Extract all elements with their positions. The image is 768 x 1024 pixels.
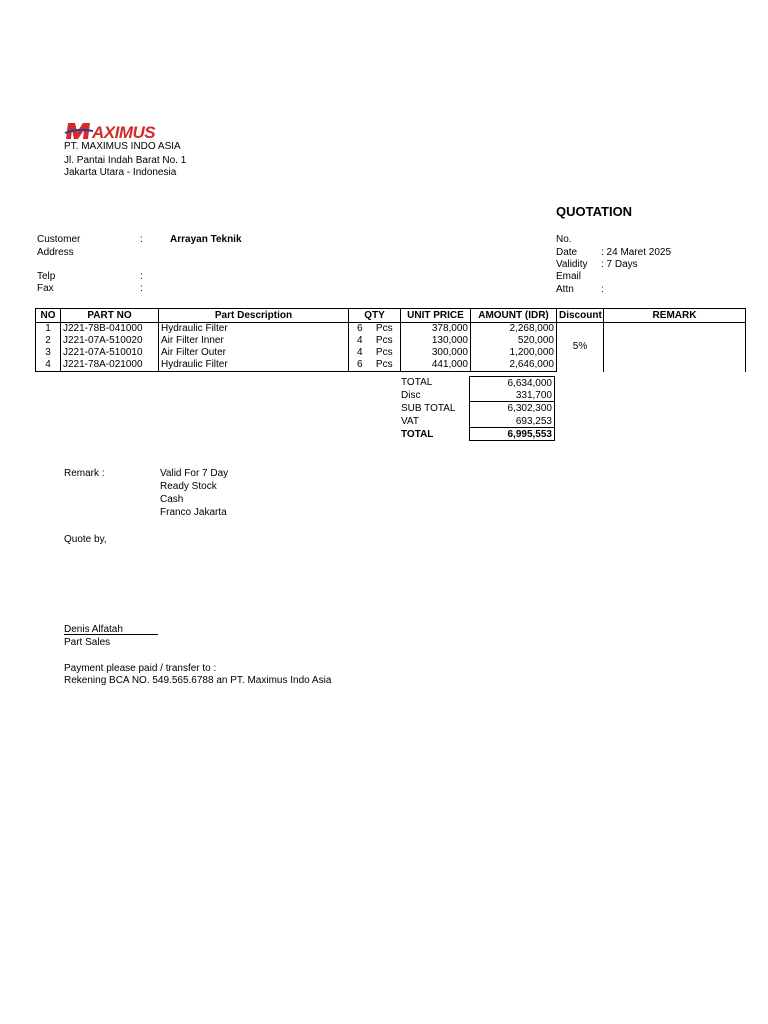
logo-text: AXIMUS — [92, 123, 156, 142]
row-description: Air Filter Inner — [159, 335, 349, 347]
remark-line: Valid For 7 Day — [160, 468, 229, 479]
grand-total-row — [398, 428, 555, 441]
telp-colon: : — [140, 271, 143, 282]
company-address-line1: Jl. Pantai Indah Barat No. 1 — [64, 155, 187, 166]
header-unit-price: UNIT PRICE — [401, 309, 471, 323]
row-qty: 6 — [349, 323, 369, 336]
grand-total-value: 6,995,553 — [469, 428, 555, 441]
row-unit-price: 378,000 — [401, 323, 471, 336]
disc-label: Disc — [401, 390, 421, 401]
disc-row — [398, 389, 555, 402]
row-no: 3 — [36, 347, 61, 359]
company-name: PT. MAXIMUS INDO ASIA — [64, 141, 181, 152]
attn-label: Attn — [556, 284, 574, 295]
header-discount: Discount — [557, 309, 604, 323]
row-no: 1 — [36, 323, 61, 336]
header-description: Part Description — [159, 309, 349, 323]
remark-line: Ready Stock — [160, 481, 217, 492]
signatory-position: Part Sales — [64, 637, 111, 648]
header-qty: QTY — [349, 309, 401, 323]
row-unit: Pcs — [369, 347, 401, 359]
date-label: Date — [556, 247, 578, 258]
total-row — [398, 376, 555, 389]
vat-row — [398, 415, 555, 428]
vat-label: VAT — [401, 416, 419, 427]
row-no: 4 — [36, 359, 61, 372]
header-amount: AMOUNT (IDR) — [471, 309, 557, 323]
no-label: No. — [556, 234, 572, 245]
row-part-no: J221-78A-021000 — [61, 359, 159, 372]
items-table — [35, 308, 746, 372]
row-unit-price: 130,000 — [401, 335, 471, 347]
row-description: Hydraulic Filter — [159, 359, 349, 372]
company-address-line2: Jakarta Utara - Indonesia — [64, 167, 177, 178]
telp-label: Telp — [37, 271, 56, 282]
row-unit: Pcs — [369, 323, 401, 336]
validity-value: : 7 Days — [601, 259, 638, 270]
table-header-row — [36, 309, 746, 323]
date-value: : 24 Maret 2025 — [601, 247, 672, 258]
remark-line: Franco Jakarta — [160, 507, 227, 518]
fax-colon: : — [140, 283, 143, 294]
company-logo — [63, 120, 163, 142]
customer-label: Customer — [37, 234, 81, 245]
email-label: Email — [556, 271, 582, 282]
bank-account-info: Rekening BCA NO. 549.565.6788 an PT. Maximus Indo Asia — [64, 675, 332, 686]
subtotal-value: 6,302,300 — [469, 402, 555, 415]
row-amount: 2,268,000 — [471, 323, 557, 336]
fax-label: Fax — [37, 283, 54, 294]
customer-value: Arrayan Teknik — [170, 234, 242, 245]
row-amount: 520,000 — [471, 335, 557, 347]
row-unit: Pcs — [369, 359, 401, 372]
subtotal-row — [398, 402, 555, 415]
vat-value: 693,253 — [469, 415, 555, 428]
payment-instruction: Payment please paid / transfer to : — [64, 663, 217, 674]
row-amount: 1,200,000 — [471, 347, 557, 359]
row-part-no: J221-07A-510020 — [61, 335, 159, 347]
subtotal-label: SUB TOTAL — [401, 403, 456, 414]
document-title: QUOTATION — [556, 204, 633, 219]
remark-cell — [604, 323, 746, 372]
header-remark: REMARK — [604, 309, 746, 323]
row-unit-price: 441,000 — [401, 359, 471, 372]
row-part-no: J221-07A-510010 — [61, 347, 159, 359]
signatory-name: Denis Alfatah — [64, 624, 123, 635]
remark-label: Remark : — [64, 468, 105, 479]
disc-value: 331,700 — [469, 389, 555, 402]
row-qty: 4 — [349, 335, 369, 347]
signature-line — [64, 634, 158, 635]
row-qty: 6 — [349, 359, 369, 372]
header-part-no: PART NO — [61, 309, 159, 323]
row-description: Hydraulic Filter — [159, 323, 349, 336]
row-unit: Pcs — [369, 335, 401, 347]
row-amount: 2,646,000 — [471, 359, 557, 372]
remark-line: Cash — [160, 494, 184, 505]
total-label: TOTAL — [401, 377, 433, 388]
header-no: NO — [36, 309, 61, 323]
discount-cell: 5% — [557, 323, 604, 372]
total-value: 6,634,000 — [469, 376, 555, 389]
row-no: 2 — [36, 335, 61, 347]
row-part-no: J221-78B-041000 — [61, 323, 159, 336]
attn-colon: : — [601, 284, 604, 295]
customer-colon: : — [140, 234, 143, 245]
row-description: Air Filter Outer — [159, 347, 349, 359]
row-qty: 4 — [349, 347, 369, 359]
row-unit-price: 300,000 — [401, 347, 471, 359]
address-label: Address — [37, 247, 74, 258]
quote-by-label: Quote by, — [64, 534, 107, 545]
totals-block — [398, 376, 555, 441]
grand-total-label: TOTAL — [401, 429, 434, 440]
table-row — [36, 323, 746, 336]
validity-label: Validity — [556, 259, 588, 270]
